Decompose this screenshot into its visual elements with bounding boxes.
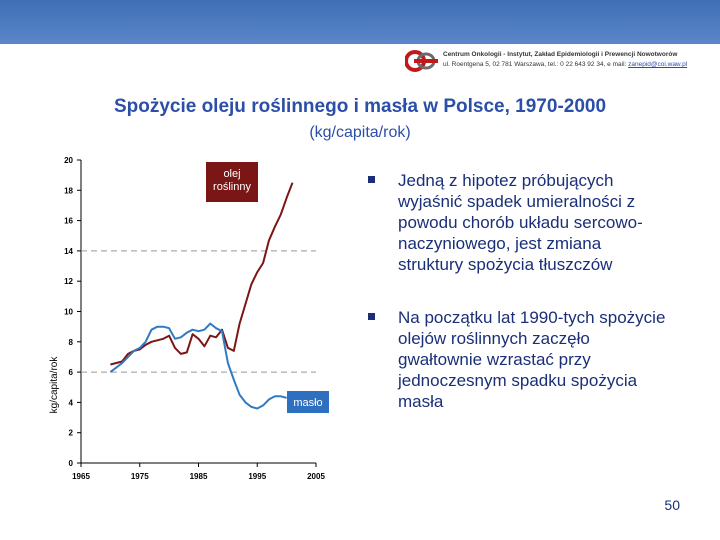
chart-series bbox=[110, 183, 292, 409]
organization-address bbox=[443, 61, 687, 68]
y-tick-label: 0 bbox=[68, 459, 73, 468]
y-tick-label: 12 bbox=[64, 277, 73, 287]
x-tick-label: 1965 bbox=[72, 472, 90, 481]
email-link[interactable]: zanepid@coi.waw.pl bbox=[628, 61, 688, 68]
bullet-text: Na początku lat 1990-tych spożycie olejów roślinnych zaczęło gwałtownie wzrastać przy jednoczesnym spadku spożycia masła bbox=[398, 308, 666, 411]
x-tick-label: 1995 bbox=[248, 472, 267, 481]
y-tick-label: 4 bbox=[68, 398, 73, 408]
bullet-square-icon bbox=[368, 313, 375, 320]
chart-axes bbox=[64, 156, 325, 481]
bullet-text: Jedną z hipotez próbujących wyjaśnić spadek umieralności z powodu chorób układu sercowo-naczyniowego, jest zmiana struktury spożycia tłuszczów bbox=[398, 171, 643, 274]
oil-series-line bbox=[110, 183, 292, 365]
y-tick-label: 2 bbox=[68, 428, 73, 438]
page-number: 50 bbox=[664, 497, 680, 513]
y-tick-label: 8 bbox=[68, 337, 73, 347]
butter-series-line bbox=[110, 324, 286, 409]
organization-logo-icon bbox=[405, 50, 439, 72]
oil-label-text: olej bbox=[223, 168, 241, 180]
y-tick-label: 16 bbox=[64, 216, 73, 226]
y-tick-label: 14 bbox=[64, 246, 73, 256]
y-axis-label: kg/capita/rok bbox=[49, 356, 60, 414]
bullet-square-icon bbox=[368, 176, 375, 183]
reference-lines bbox=[81, 251, 316, 372]
y-axis-label-group bbox=[49, 356, 60, 414]
address-text: ul. Roentgena 5, 02 781 Warszawa, tel.: 0 22 643 92 34, e mail: bbox=[443, 61, 627, 68]
y-tick-label: 18 bbox=[64, 186, 73, 196]
series-labels bbox=[206, 162, 329, 413]
x-tick-label: 2005 bbox=[307, 472, 325, 481]
bullet-item bbox=[368, 307, 668, 412]
top-banner bbox=[0, 0, 720, 44]
slide-subtitle: (kg/capita/rok) bbox=[309, 124, 411, 141]
slide-title: Spożycie oleju roślinnego i masła w Polsce, 1970-2000 bbox=[113, 96, 607, 117]
header-logo-area bbox=[405, 48, 715, 76]
bullet-item bbox=[368, 170, 668, 275]
y-tick-label: 20 bbox=[64, 156, 73, 165]
organization-name: Centrum Onkologii - Instytut, Zakład Epidemiologii i Prewencji Nowotworów bbox=[443, 51, 678, 58]
oil-label-text: roślinny bbox=[213, 181, 251, 193]
bullet-list bbox=[368, 170, 668, 444]
y-tick-label: 10 bbox=[64, 307, 73, 317]
consumption-line-chart bbox=[40, 150, 335, 495]
butter-label-text: masło bbox=[293, 397, 323, 409]
y-tick-label: 6 bbox=[68, 368, 73, 378]
x-tick-label: 1985 bbox=[189, 472, 208, 481]
x-tick-label: 1975 bbox=[130, 472, 149, 481]
